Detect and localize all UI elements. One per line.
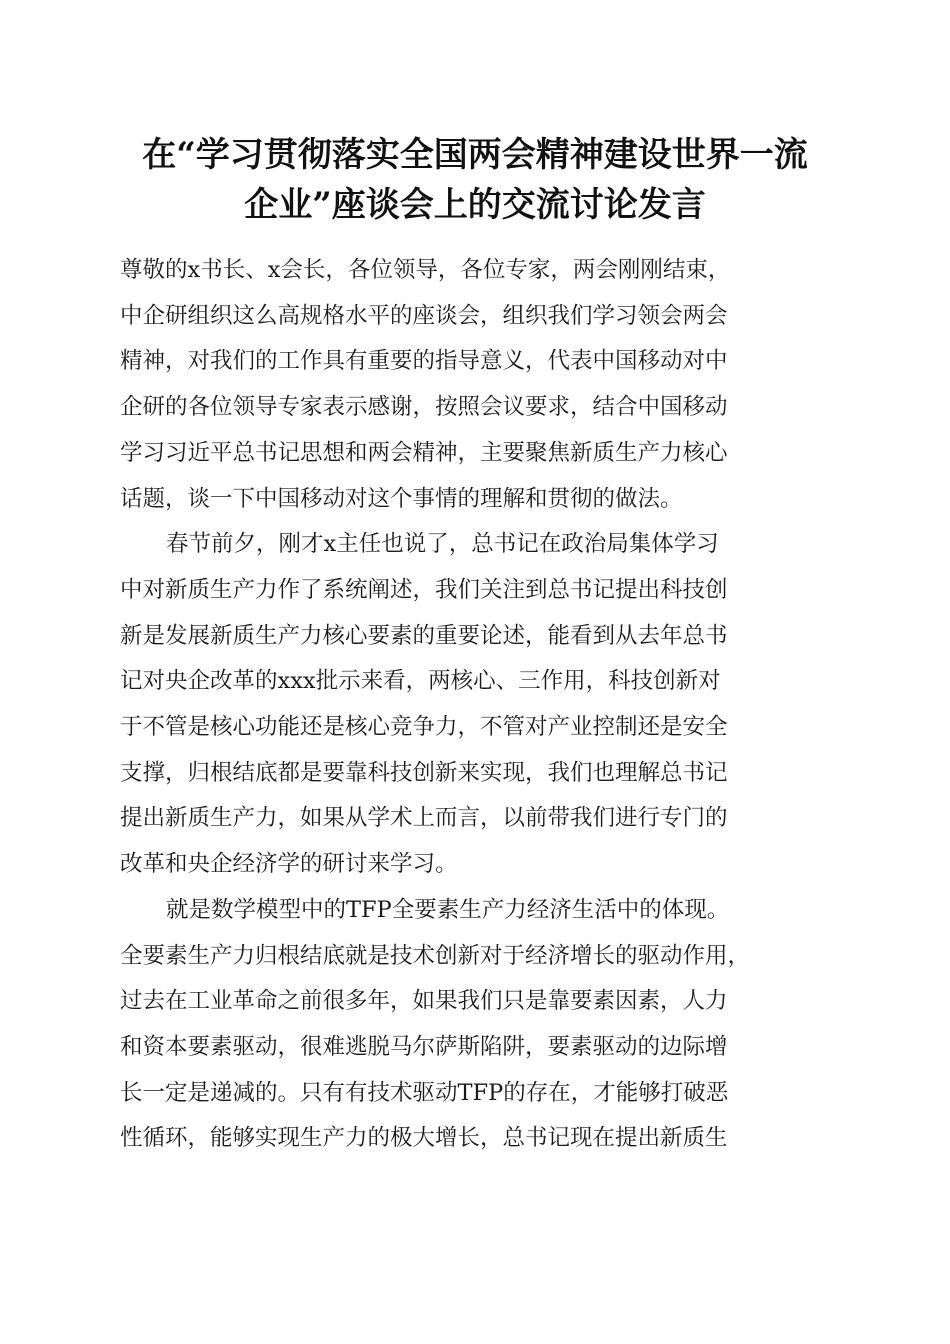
- text-line: 和资本要素驱动，很难逃脱马尔萨斯陷阱，要素驱动的边际增: [120, 1033, 728, 1060]
- text-line: 记对央企改革的xxx批示来看，两核心、三作用，科技创新对: [120, 668, 721, 695]
- text-line: 改革和央企经济学的研讨来学习。: [120, 851, 458, 878]
- text-line: 性循环，能够实现生产力的极大增长，总书记现在提出新质生: [120, 1125, 728, 1152]
- document-title: [90, 130, 860, 230]
- text-line: 话题，谈一下中国移动对这个事情的理解和贯彻的做法。: [120, 485, 683, 512]
- text-line: 全要素生产力归根结底就是技术创新对于经济增长的驱动作用，: [120, 942, 751, 969]
- text-line: 长一定是递减的。只有有技术驱动TFP的存在，才能够打破恶: [120, 1079, 729, 1106]
- text-line: 提出新质生产力，如果从学术上而言，以前带我们进行专门的: [120, 805, 728, 832]
- text-line: 支撑，归根结底都是要靠科技创新来实现，我们也理解总书记: [120, 759, 728, 786]
- text-line: 企研的各位领导专家表示感谢，按照会议要求，结合中国移动: [120, 394, 728, 421]
- document-body: [120, 248, 830, 1162]
- text-line: 过去在工业革命之前很多年，如果我们只是靠要素因素，人力: [120, 988, 728, 1015]
- text-line: 新是发展新质生产力核心要素的重要论述，能看到从去年总书: [120, 622, 728, 649]
- text-line: 学习习近平总书记思想和两会精神，主要聚焦新质生产力核心: [120, 439, 728, 466]
- text-line: 就是数学模型中的TFP全要素生产力经济生活中的体现。: [166, 896, 730, 923]
- paragraph-2: [120, 522, 830, 888]
- text-line: 精神，对我们的工作具有重要的指导意义，代表中国移动对中: [120, 348, 728, 375]
- title-line: 企业”座谈会上的交流讨论发言: [244, 185, 706, 225]
- text-line: 春节前夕，刚才x主任也说了，总书记在政治局集体学习: [166, 531, 719, 558]
- text-line: 中企研组织这么高规格水平的座谈会，组织我们学习领会两会: [120, 302, 728, 329]
- paragraph-1: [120, 248, 830, 522]
- text-line: 中对新质生产力作了系统阐述，我们关注到总书记提出科技创: [120, 576, 728, 603]
- title-line: 在“学习贯彻落实全国两会精神建设世界一流: [142, 135, 808, 175]
- text-line: 尊敬的x书长、x会长，各位领导，各位专家，两会刚刚结束，: [120, 257, 731, 283]
- paragraph-3: [120, 888, 830, 1162]
- text-line: 于不管是核心功能还是核心竞争力，不管对产业控制还是安全: [120, 714, 728, 741]
